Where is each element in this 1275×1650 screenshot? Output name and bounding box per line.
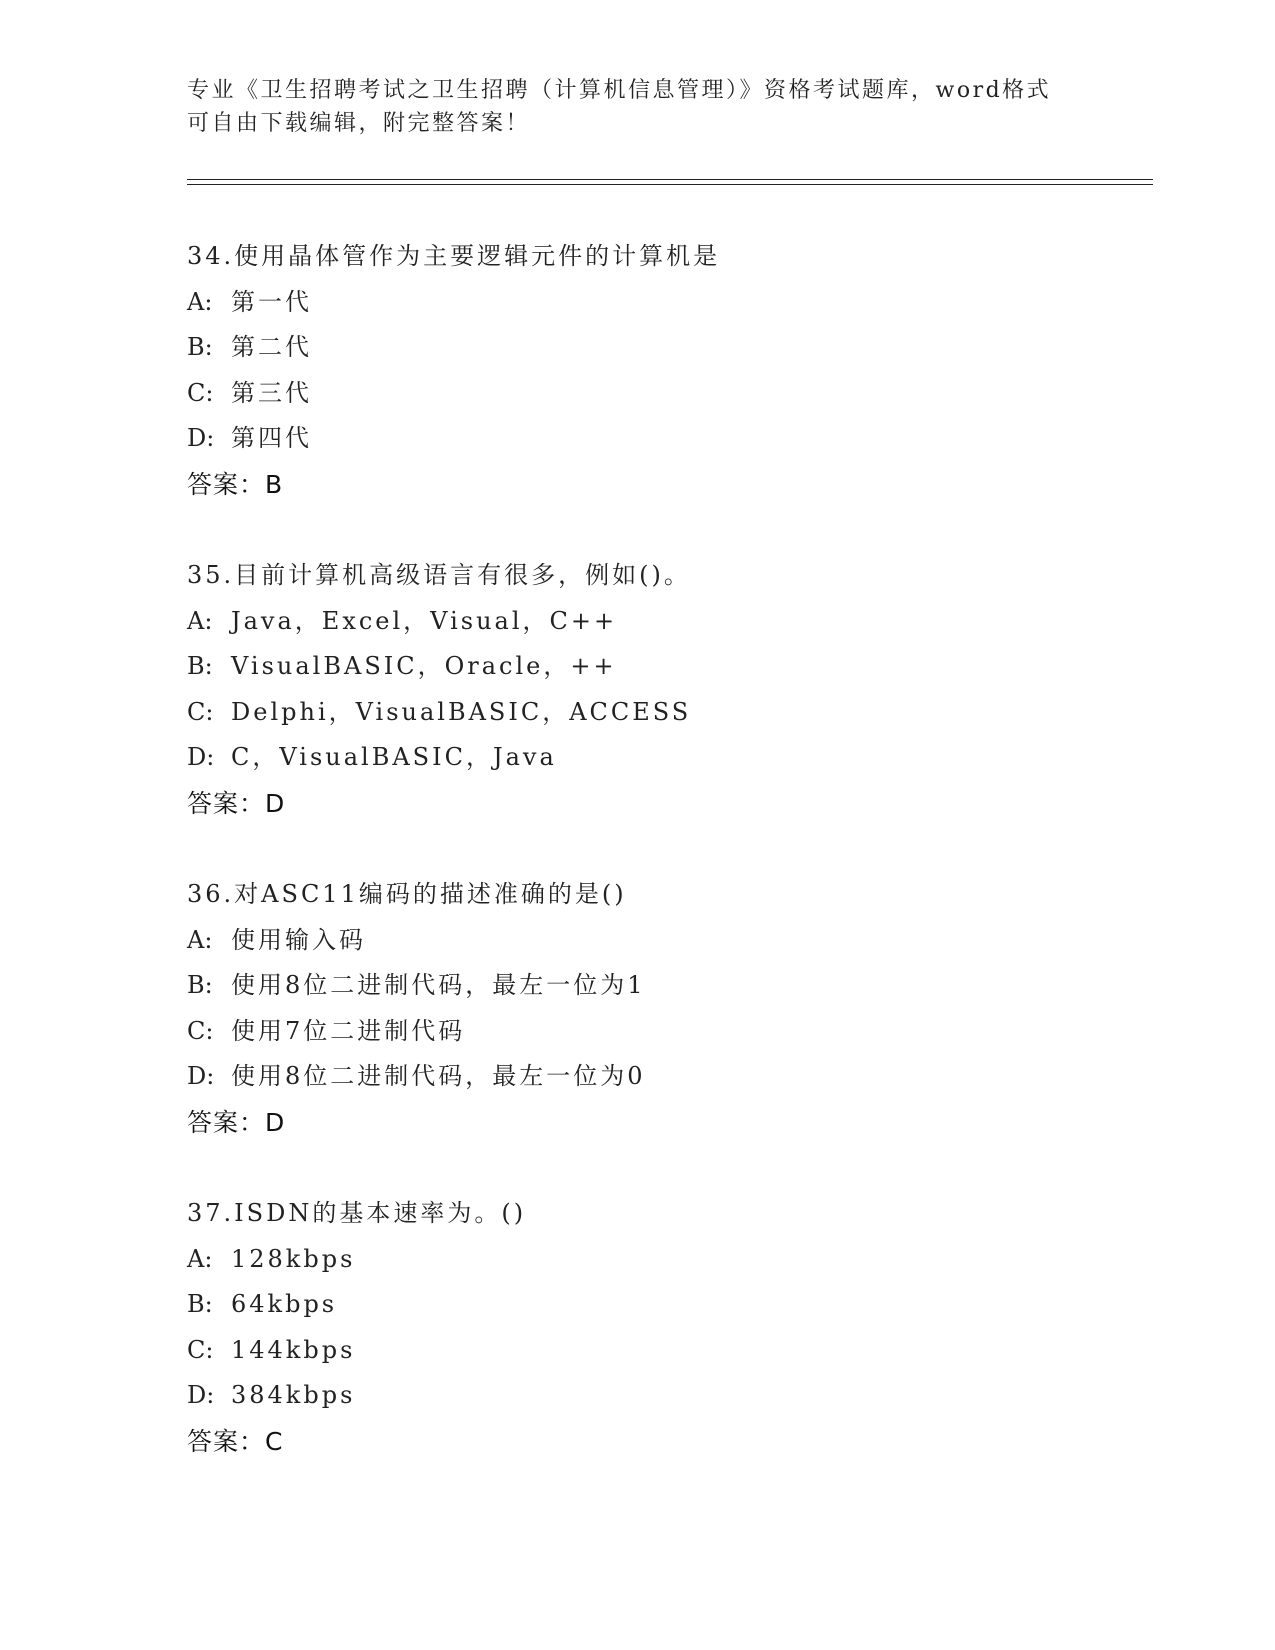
option-d xyxy=(187,416,1137,462)
option-text: 384kbps xyxy=(231,1381,356,1409)
header-divider-top xyxy=(187,179,1153,180)
option-b xyxy=(187,963,1137,1009)
question-stem: 35.目前计算机高级语言有很多，例如()。 xyxy=(187,561,691,589)
option-a xyxy=(187,918,1137,964)
option-text: 第一代 xyxy=(231,287,312,316)
option-b xyxy=(187,644,1137,690)
option-text: 使用8位二进制代码，最左一位为0 xyxy=(231,1062,646,1090)
option-a xyxy=(187,1237,1137,1283)
option-letter: A: xyxy=(187,606,213,635)
option-text: VisualBASIC，Oracle，++ xyxy=(231,652,617,680)
header-line-2: 可自由下载编辑，附完整答案！ xyxy=(187,111,531,136)
option-text: 64kbps xyxy=(231,1290,338,1318)
option-b xyxy=(187,1282,1137,1328)
option-letter: D: xyxy=(187,743,215,771)
option-text: 使用输入码 xyxy=(231,925,366,954)
option-letter: D: xyxy=(187,1381,215,1409)
option-text: 第二代 xyxy=(231,333,312,361)
option-text: Delphi，VisualBASIC，ACCESS xyxy=(231,697,692,726)
option-c xyxy=(187,690,1137,736)
option-a xyxy=(187,599,1137,645)
option-text: 128kbps xyxy=(231,1244,356,1273)
document-header xyxy=(187,74,1087,140)
option-letter: C: xyxy=(187,1335,214,1364)
option-letter: A: xyxy=(187,925,213,954)
option-letter: B: xyxy=(187,1290,213,1318)
answer-line: 答案：D xyxy=(187,1107,286,1137)
option-d xyxy=(187,735,1137,781)
option-text: 使用8位二进制代码，最左一位为1 xyxy=(231,971,646,999)
option-text: 144kbps xyxy=(231,1335,356,1364)
answer-line: 答案：C xyxy=(187,1426,284,1456)
option-b xyxy=(187,325,1137,371)
option-letter: C: xyxy=(187,1016,214,1045)
option-text: 第三代 xyxy=(231,378,312,407)
answer-line: 答案：D xyxy=(187,788,286,818)
option-c xyxy=(187,371,1137,417)
option-letter: A: xyxy=(187,287,213,316)
option-c xyxy=(187,1009,1137,1055)
question-stem: 37.ISDN的基本速率为。() xyxy=(187,1199,527,1227)
option-c xyxy=(187,1328,1137,1374)
option-letter: C: xyxy=(187,378,214,407)
option-letter: D: xyxy=(187,424,215,452)
question-block xyxy=(187,872,1137,1145)
option-d xyxy=(187,1054,1137,1100)
option-letter: D: xyxy=(187,1062,215,1090)
option-letter: A: xyxy=(187,1244,213,1273)
option-letter: C: xyxy=(187,697,214,726)
question-block xyxy=(187,1191,1137,1464)
header-line-1: 专业《卫生招聘考试之卫生招聘（计算机信息管理）》资格考试题库，word格式 xyxy=(187,78,1052,103)
option-letter: B: xyxy=(187,333,213,361)
question-stem: 36.对ASC11编码的描述准确的是() xyxy=(187,880,627,908)
option-d xyxy=(187,1373,1137,1419)
option-text: 使用7位二进制代码 xyxy=(231,1016,466,1045)
question-block xyxy=(187,553,1137,826)
question-stem: 34.使用晶体管作为主要逻辑元件的计算机是 xyxy=(187,242,721,270)
header-divider-bottom xyxy=(187,184,1153,185)
answer-line: 答案：B xyxy=(187,469,284,499)
question-block xyxy=(187,234,1137,507)
option-text: C，VisualBASIC，Java xyxy=(231,743,557,771)
option-letter: B: xyxy=(187,971,213,999)
option-a xyxy=(187,280,1137,326)
option-letter: B: xyxy=(187,652,213,680)
option-text: 第四代 xyxy=(231,424,312,452)
option-text: Java，Excel，Visual，C++ xyxy=(231,606,618,635)
